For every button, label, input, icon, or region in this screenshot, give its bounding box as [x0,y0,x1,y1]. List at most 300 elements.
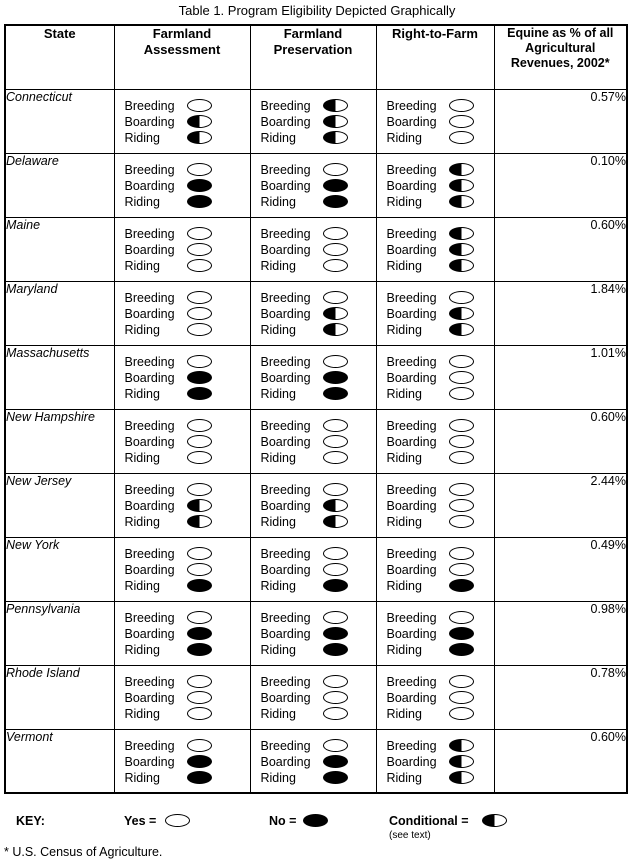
program-cell-rtf [376,217,494,281]
program-cell-rtf [376,89,494,153]
activity-label: Boarding [386,306,437,321]
eligibility-item [387,162,494,178]
eligibility-item [387,322,494,338]
activity-label: Boarding [386,434,437,449]
eligibility-item [261,690,376,706]
eligibility-item [261,514,376,530]
activity-label: Breeding [260,226,311,241]
yes-oval-icon [449,355,474,368]
cond-oval-icon [449,195,474,208]
equine-percent: 0.60% [494,729,627,793]
program-cell-preservation [250,217,376,281]
state-name: Massachusetts [5,345,114,409]
eligibility-item [387,562,494,578]
equine-percent: 1.01% [494,345,627,409]
eligibility-item [125,578,250,594]
eligibility-item [125,386,250,402]
no-oval-icon [323,643,348,656]
yes-oval-icon [323,547,348,560]
yes-oval-icon [449,387,474,400]
activity-label: Breeding [124,418,175,433]
activity-label: Riding [124,386,160,401]
activity-label: Boarding [386,242,437,257]
program-cell-preservation [250,345,376,409]
program-cell-preservation [250,601,376,665]
eligibility-item [125,690,250,706]
cond-oval-icon [449,771,474,784]
program-cell-rtf [376,345,494,409]
activity-label: Riding [260,322,296,337]
activity-label: Boarding [124,370,175,385]
yes-oval-icon [187,291,212,304]
table-row [5,153,627,217]
yes-oval-icon [187,611,212,624]
yes-oval-icon [187,707,212,720]
activity-label: Boarding [260,306,311,321]
eligibility-item [261,626,376,642]
program-cell-assessment [114,153,250,217]
no-oval-icon [303,814,328,827]
activity-label: Riding [386,386,422,401]
yes-oval-icon [449,435,474,448]
yes-oval-icon [323,259,348,272]
program-cell-assessment [114,217,250,281]
activity-label: Riding [386,706,422,721]
yes-oval-icon [187,451,212,464]
equine-percent: 0.60% [494,217,627,281]
eligibility-item [387,130,494,146]
program-cell-preservation [250,153,376,217]
eligibility-item [387,642,494,658]
program-cell-assessment [114,89,250,153]
eligibility-item [125,498,250,514]
eligibility-item [125,130,250,146]
eligibility-item [125,306,250,322]
activity-label: Riding [386,258,422,273]
eligibility-item [387,434,494,450]
activity-label: Boarding [386,626,437,641]
activity-label: Riding [260,450,296,465]
state-name: Vermont [5,729,114,793]
eligibility-item [261,306,376,322]
activity-label: Boarding [386,114,437,129]
program-cell-preservation [250,665,376,729]
cond-oval-icon [323,323,348,336]
activity-label: Riding [386,770,422,785]
eligibility-item [125,514,250,530]
no-oval-icon [323,771,348,784]
activity-label: Boarding [260,242,311,257]
activity-label: Breeding [386,610,437,625]
activity-label: Boarding [260,690,311,705]
yes-oval-icon [449,675,474,688]
activity-label: Breeding [124,546,175,561]
yes-oval-icon [323,611,348,624]
cond-oval-icon [187,115,212,128]
eligibility-item [387,498,494,514]
cond-oval-icon [449,307,474,320]
program-cell-assessment [114,537,250,601]
eligibility-item [387,738,494,754]
eligibility-item [261,258,376,274]
eligibility-item [387,178,494,194]
yes-oval-icon [187,243,212,256]
table-row [5,473,627,537]
activity-label: Boarding [386,690,437,705]
cond-oval-icon [323,307,348,320]
eligibility-item [387,258,494,274]
eligibility-item [261,114,376,130]
activity-label: Riding [260,130,296,145]
eligibility-item [261,354,376,370]
no-oval-icon [449,627,474,640]
key-label: KEY: [16,814,45,828]
program-cell-assessment [114,601,250,665]
yes-oval-icon [187,547,212,560]
activity-label: Riding [124,578,160,593]
yes-oval-icon [323,435,348,448]
cond-oval-icon [187,131,212,144]
eligibility-item [125,482,250,498]
program-cell-assessment [114,345,250,409]
yes-oval-icon [323,419,348,432]
header-state: State [5,25,114,89]
eligibility-item [261,178,376,194]
eligibility-item [261,754,376,770]
eligibility-item [387,114,494,130]
eligibility-item [125,354,250,370]
yes-oval-icon [187,99,212,112]
yes-oval-icon [187,483,212,496]
eligibility-item [387,626,494,642]
yes-oval-icon [187,419,212,432]
activity-label: Breeding [124,482,175,497]
eligibility-item [125,562,250,578]
yes-oval-icon [323,163,348,176]
eligibility-item [261,130,376,146]
activity-label: Riding [386,642,422,657]
yes-oval-icon [449,419,474,432]
cond-oval-icon [449,739,474,752]
program-cell-rtf [376,729,494,793]
equine-percent: 0.57% [494,89,627,153]
header-right-to-farm: Right-to-Farm [376,25,494,89]
no-oval-icon [323,179,348,192]
activity-label: Boarding [260,754,311,769]
program-cell-assessment [114,473,250,537]
eligibility-item [125,450,250,466]
eligibility-item [387,546,494,562]
activity-label: Boarding [124,114,175,129]
cond-oval-icon [449,163,474,176]
eligibility-item [261,242,376,258]
activity-label: Breeding [124,610,175,625]
activity-label: Riding [260,258,296,273]
activity-label: Riding [386,514,422,529]
activity-label: Boarding [386,178,437,193]
activity-label: Boarding [124,754,175,769]
cond-oval-icon [323,499,348,512]
activity-label: Boarding [386,370,437,385]
activity-label: Riding [124,194,160,209]
yes-oval-icon [449,707,474,720]
state-name: Maine [5,217,114,281]
eligibility-item [387,578,494,594]
cond-oval-icon [449,243,474,256]
no-oval-icon [187,771,212,784]
activity-label: Breeding [260,354,311,369]
equine-percent: 0.78% [494,665,627,729]
eligibility-item [125,706,250,722]
yes-oval-icon [187,435,212,448]
activity-label: Breeding [386,354,437,369]
activity-label: Riding [386,194,422,209]
program-cell-preservation [250,729,376,793]
cond-oval-icon [449,227,474,240]
yes-oval-icon [449,291,474,304]
no-oval-icon [449,643,474,656]
yes-oval-icon [187,691,212,704]
activity-label: Riding [260,514,296,529]
eligibility-item [387,754,494,770]
activity-label: Breeding [386,418,437,433]
cond-oval-icon [449,323,474,336]
activity-label: Breeding [260,98,311,113]
program-cell-rtf [376,537,494,601]
program-cell-rtf [376,601,494,665]
activity-label: Riding [124,514,160,529]
activity-label: Boarding [124,242,175,257]
activity-label: Boarding [260,434,311,449]
activity-label: Boarding [260,626,311,641]
equine-percent: 0.60% [494,409,627,473]
eligibility-item [125,754,250,770]
yes-oval-icon [323,227,348,240]
equine-percent: 2.44% [494,473,627,537]
eligibility-item [387,194,494,210]
activity-label: Riding [386,322,422,337]
equine-percent: 0.49% [494,537,627,601]
no-oval-icon [449,579,474,592]
eligibility-item [125,738,250,754]
no-oval-icon [187,179,212,192]
eligibility-item [125,418,250,434]
key-no-label: No = [269,814,297,828]
table-row [5,601,627,665]
activity-label: Breeding [386,546,437,561]
eligibility-item [387,706,494,722]
no-oval-icon [187,387,212,400]
eligibility-item [125,770,250,786]
eligibility-item [125,626,250,642]
activity-label: Riding [386,578,422,593]
state-name: Maryland [5,281,114,345]
eligibility-item [125,114,250,130]
table-row [5,345,627,409]
yes-oval-icon [323,483,348,496]
activity-label: Breeding [124,674,175,689]
eligibility-item [261,738,376,754]
activity-label: Boarding [386,562,437,577]
equine-percent: 0.10% [494,153,627,217]
eligibility-item [125,674,250,690]
activity-label: Boarding [124,690,175,705]
activity-label: Riding [124,770,160,785]
eligibility-item [261,226,376,242]
yes-oval-icon [449,483,474,496]
footnote: * U.S. Census of Agriculture. [4,845,163,859]
program-cell-rtf [376,153,494,217]
activity-label: Breeding [386,226,437,241]
activity-label: Boarding [124,178,175,193]
eligibility-item [261,98,376,114]
eligibility-item [261,562,376,578]
eligibility-item [261,450,376,466]
equine-percent: 1.84% [494,281,627,345]
activity-label: Riding [260,770,296,785]
activity-label: Breeding [260,162,311,177]
eligibility-item [125,322,250,338]
state-name: Pennsylvania [5,601,114,665]
eligibility-item [387,354,494,370]
eligibility-table [4,24,628,794]
program-cell-assessment [114,665,250,729]
eligibility-item [387,306,494,322]
eligibility-item [125,546,250,562]
eligibility-item [261,386,376,402]
program-cell-assessment [114,281,250,345]
eligibility-item [261,434,376,450]
eligibility-item [125,642,250,658]
yes-oval-icon [449,563,474,576]
activity-label: Breeding [386,290,437,305]
eligibility-item [387,98,494,114]
activity-label: Breeding [386,482,437,497]
eligibility-item [387,290,494,306]
equine-percent: 0.98% [494,601,627,665]
yes-oval-icon [449,99,474,112]
activity-label: Riding [260,642,296,657]
header-equine-percent: Equine as % of all Agricultural Revenues, 2002* [494,25,627,89]
activity-label: Breeding [260,290,311,305]
activity-label: Boarding [124,306,175,321]
yes-oval-icon [323,739,348,752]
program-cell-rtf [376,281,494,345]
state-name: New Hampshire [5,409,114,473]
eligibility-item [261,706,376,722]
no-oval-icon [187,643,212,656]
eligibility-item [261,418,376,434]
program-cell-rtf [376,409,494,473]
activity-label: Breeding [124,98,175,113]
table-row [5,281,627,345]
eligibility-item [387,370,494,386]
program-cell-assessment [114,409,250,473]
state-name: Connecticut [5,89,114,153]
yes-oval-icon [323,675,348,688]
eligibility-item [261,290,376,306]
yes-oval-icon [165,814,190,827]
eligibility-item [125,178,250,194]
cond-oval-icon [323,99,348,112]
yes-oval-icon [323,355,348,368]
eligibility-item [387,770,494,786]
activity-label: Breeding [386,738,437,753]
eligibility-item [387,690,494,706]
activity-label: Boarding [124,434,175,449]
program-cell-rtf [376,473,494,537]
eligibility-item [261,610,376,626]
yes-oval-icon [187,675,212,688]
header-row [5,25,627,89]
eligibility-item [261,674,376,690]
activity-label: Boarding [386,498,437,513]
program-cell-preservation [250,537,376,601]
activity-label: Breeding [260,610,311,625]
eligibility-item [261,482,376,498]
activity-label: Boarding [386,754,437,769]
eligibility-item [125,290,250,306]
cond-oval-icon [449,259,474,272]
eligibility-item [261,498,376,514]
activity-label: Boarding [124,498,175,513]
yes-oval-icon [187,259,212,272]
activity-label: Riding [124,322,160,337]
state-name: New York [5,537,114,601]
yes-oval-icon [323,243,348,256]
yes-oval-icon [323,451,348,464]
activity-label: Breeding [260,482,311,497]
activity-label: Riding [124,130,160,145]
eligibility-item [261,194,376,210]
activity-label: Breeding [124,738,175,753]
program-cell-preservation [250,89,376,153]
no-oval-icon [323,579,348,592]
activity-label: Breeding [386,98,437,113]
yes-oval-icon [449,115,474,128]
activity-label: Boarding [260,178,311,193]
no-oval-icon [323,371,348,384]
eligibility-item [387,514,494,530]
eligibility-item [261,770,376,786]
header-farmland-preservation: Farmland Preservation [250,25,376,89]
yes-oval-icon [449,691,474,704]
activity-label: Breeding [124,354,175,369]
no-oval-icon [323,387,348,400]
no-oval-icon [323,195,348,208]
eligibility-item [387,418,494,434]
yes-oval-icon [323,691,348,704]
activity-label: Breeding [124,226,175,241]
activity-label: Breeding [124,162,175,177]
activity-label: Boarding [124,626,175,641]
cond-oval-icon [323,131,348,144]
eligibility-item [387,610,494,626]
table-row [5,217,627,281]
yes-oval-icon [187,227,212,240]
activity-label: Riding [386,130,422,145]
yes-oval-icon [449,451,474,464]
program-cell-preservation [250,281,376,345]
program-cell-preservation [250,409,376,473]
activity-label: Boarding [260,562,311,577]
state-name: New Jersey [5,473,114,537]
activity-label: Breeding [260,546,311,561]
eligibility-item [125,610,250,626]
no-oval-icon [323,755,348,768]
eligibility-item [387,482,494,498]
activity-label: Riding [260,706,296,721]
